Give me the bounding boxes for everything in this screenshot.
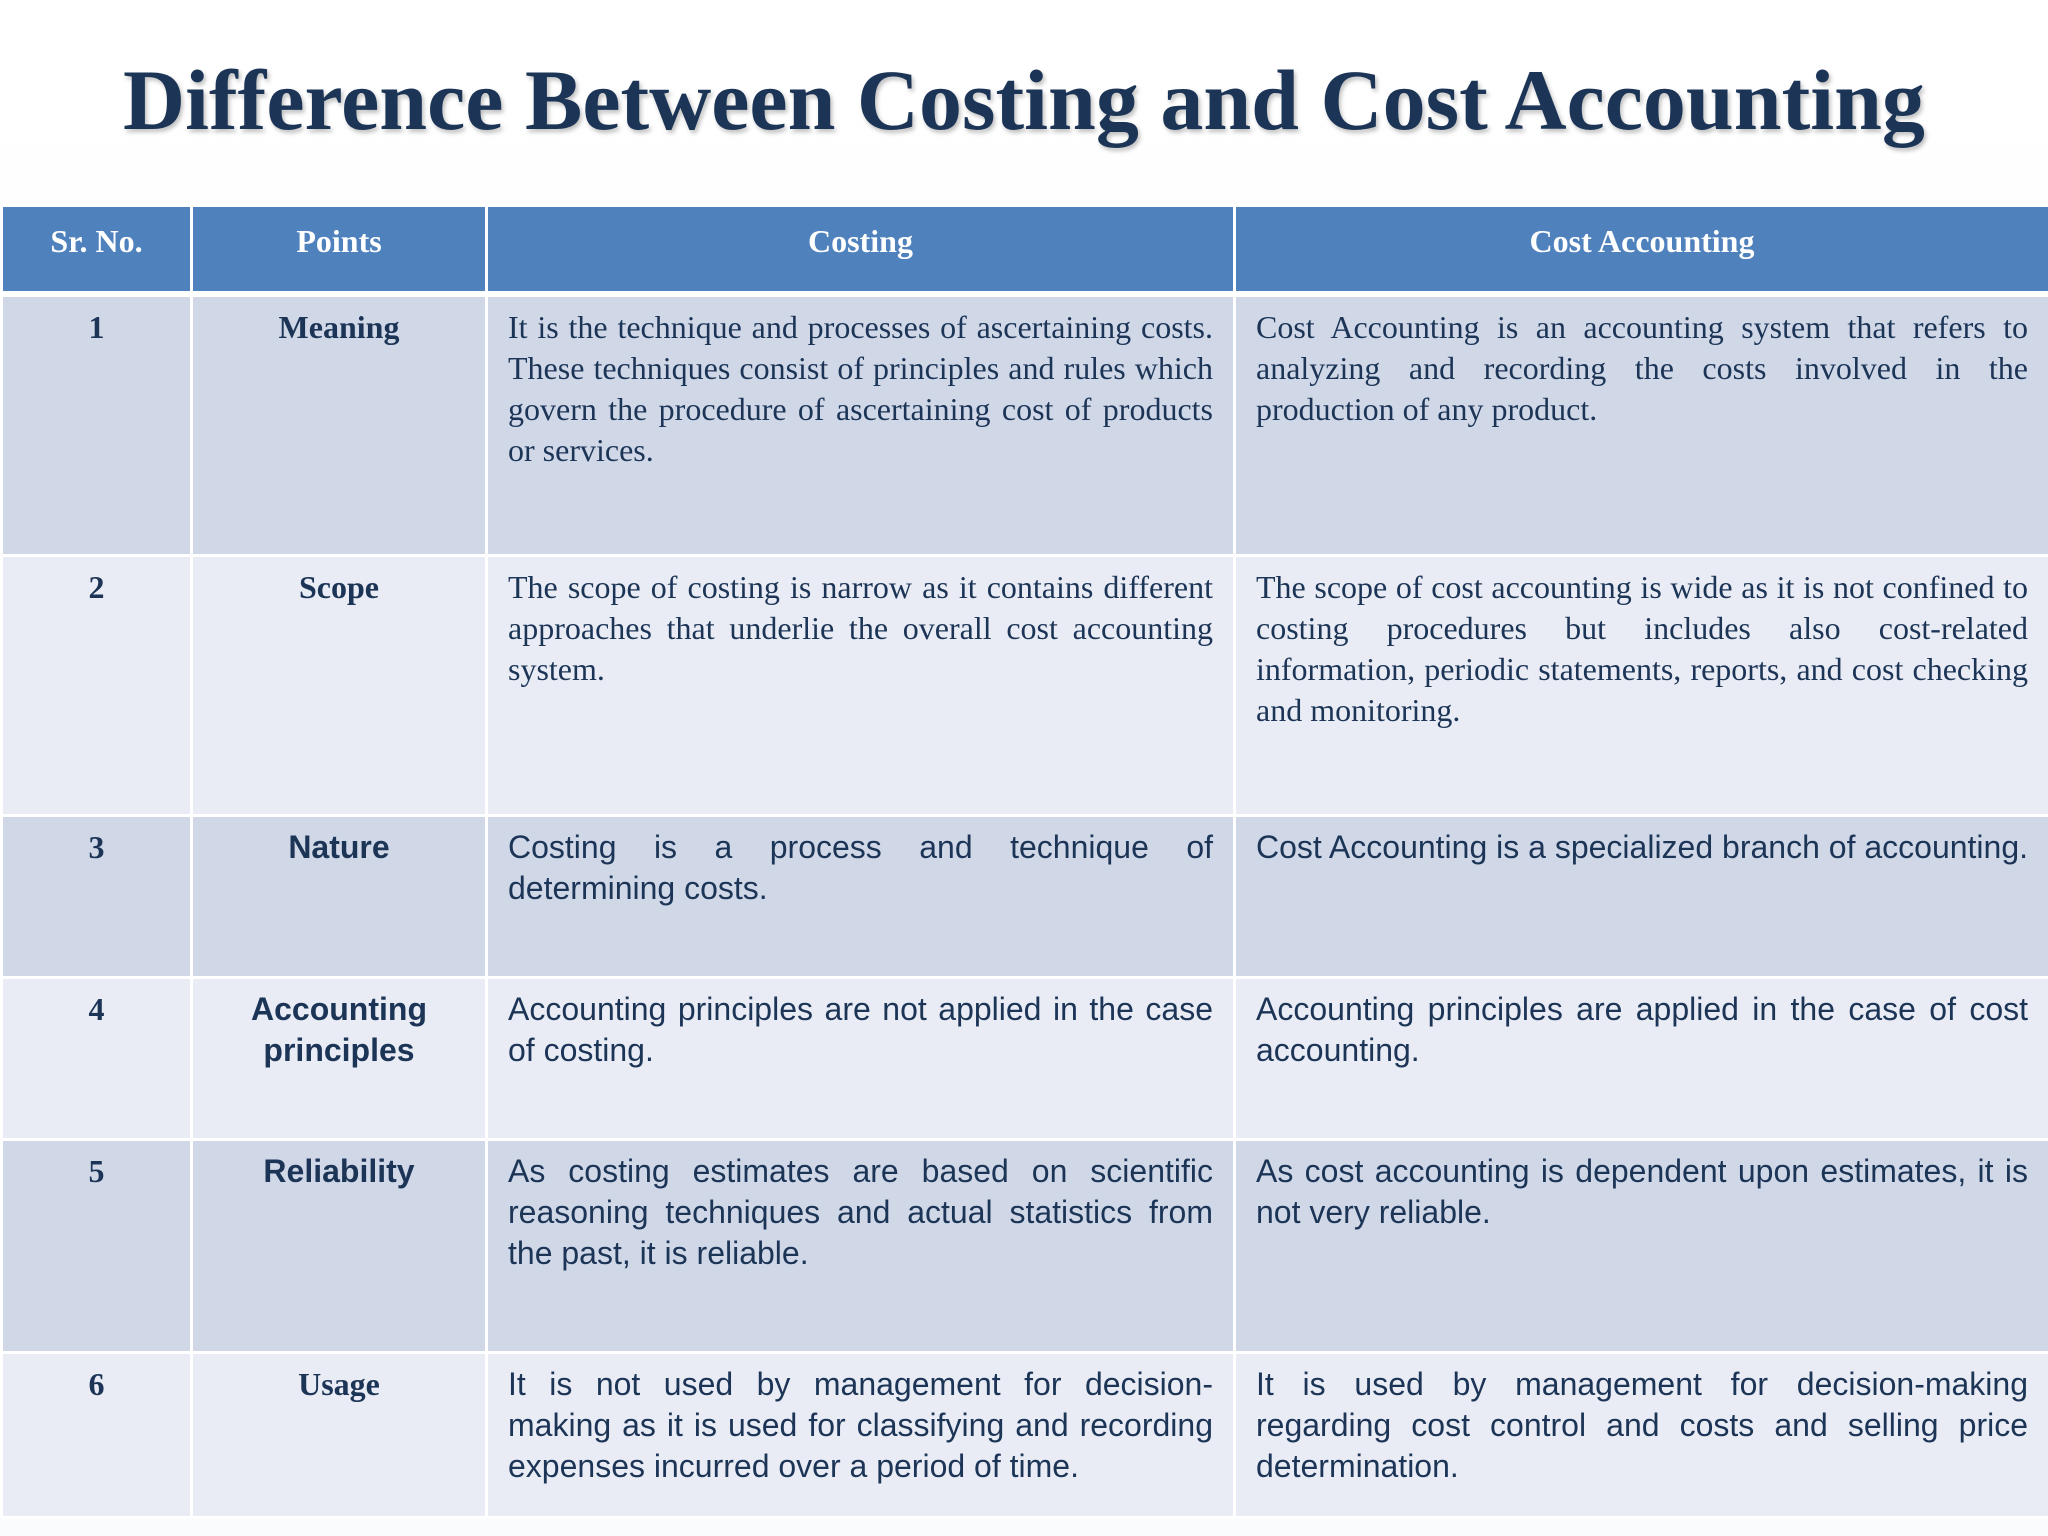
row-point: Reliability xyxy=(192,1140,487,1353)
row-costing: The scope of costing is narrow as it contains different approaches that underlie the overall cost accounting system. xyxy=(487,556,1235,816)
row-costing: Accounting principles are not applied in the case of costing. xyxy=(487,978,1235,1140)
row-cost-accounting: As cost accounting is dependent upon estimates, it is not very reliable. xyxy=(1235,1140,2048,1353)
row-sr-no: 6 xyxy=(2,1353,192,1518)
row-point: Usage xyxy=(192,1353,487,1518)
header-row xyxy=(2,206,2048,294)
row-sr-no: 1 xyxy=(2,294,192,556)
table-row xyxy=(2,294,2048,556)
row-cost-accounting: Cost Accounting is a specialized branch of accounting. xyxy=(1235,816,2048,978)
row-cost-accounting: Accounting principles are applied in the case of cost accounting. xyxy=(1235,978,2048,1140)
table-row xyxy=(2,816,2048,978)
row-costing: It is not used by management for decision-making as it is used for classifying and recording expenses incurred over a period of time. xyxy=(487,1353,1235,1518)
page-title: Difference Between Costing and Cost Accounting xyxy=(123,52,1925,148)
row-point: Meaning xyxy=(192,294,487,556)
table-row xyxy=(2,978,2048,1140)
row-point: Accounting principles xyxy=(192,978,487,1140)
table-body xyxy=(2,294,2048,1518)
header-costing: Costing xyxy=(487,206,1235,294)
row-costing: Costing is a process and technique of determining costs. xyxy=(487,816,1235,978)
row-cost-accounting: Cost Accounting is an accounting system that refers to analyzing and recording the costs involved in the production of any product. xyxy=(1235,294,2048,556)
table-row xyxy=(2,556,2048,816)
table-row xyxy=(2,1140,2048,1353)
table-header xyxy=(2,206,2048,294)
row-sr-no: 3 xyxy=(2,816,192,978)
header-sr-no: Sr. No. xyxy=(2,206,192,294)
comparison-table xyxy=(0,204,2048,1519)
row-sr-no: 4 xyxy=(2,978,192,1140)
header-points: Points xyxy=(192,206,487,294)
row-cost-accounting: The scope of cost accounting is wide as it is not confined to costing procedures but includes also cost-related information, periodic statements, reports, and cost checking and monitoring. xyxy=(1235,556,2048,816)
row-sr-no: 2 xyxy=(2,556,192,816)
row-point: Nature xyxy=(192,816,487,978)
row-costing: It is the technique and processes of ascertaining costs. These techniques consist of principles and rules which govern the procedure of ascertaining cost of products or services. xyxy=(487,294,1235,556)
table-row xyxy=(2,1353,2048,1518)
row-point: Scope xyxy=(192,556,487,816)
header-cost-accounting: Cost Accounting xyxy=(1235,206,2048,294)
row-cost-accounting: It is used by management for decision-making regarding cost control and costs and selling price determination. xyxy=(1235,1353,2048,1518)
row-sr-no: 5 xyxy=(2,1140,192,1353)
row-costing: As costing estimates are based on scientific reasoning techniques and actual statistics from the past, it is reliable. xyxy=(487,1140,1235,1353)
